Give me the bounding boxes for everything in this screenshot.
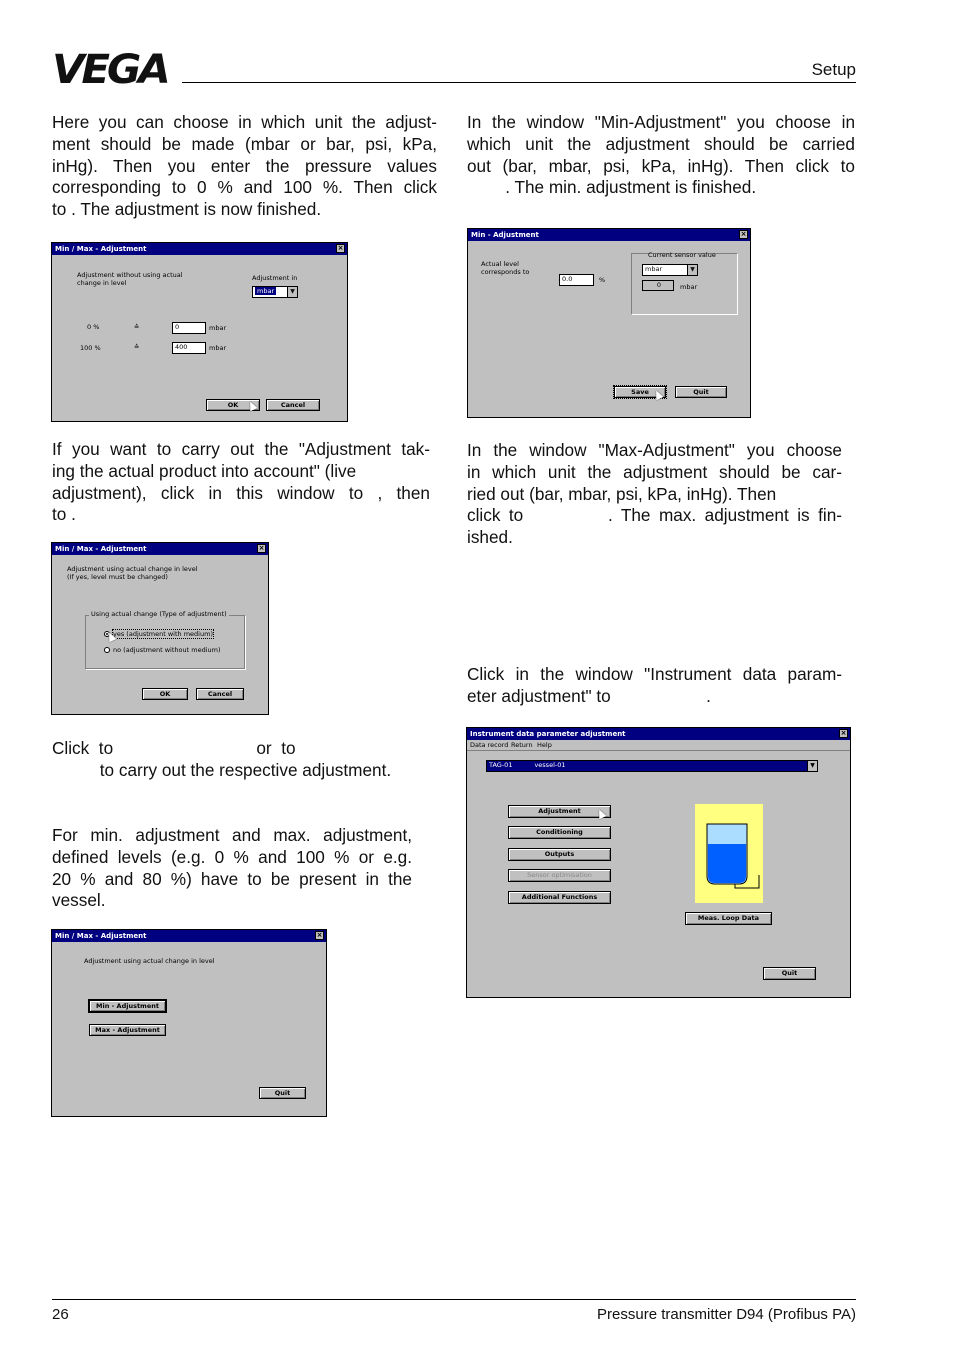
text-line: In the window "Min-Adjustment" you choose in — [467, 112, 855, 132]
dialog-titlebar — [52, 543, 268, 555]
text-line: to . The adjustment is now finished. — [52, 199, 322, 220]
dialog-titlebar — [52, 930, 326, 942]
radio-no-label[interactable]: no (adjustment without medium) — [113, 646, 221, 654]
close-icon[interactable]: × — [840, 729, 847, 737]
text-line: . The min. adjustment is finished. — [467, 177, 757, 198]
tag-value: TAG-01 — [489, 761, 513, 769]
text-line: which unit the adjustment should be carried — [467, 133, 855, 154]
min-adjustment-dialog — [467, 228, 751, 418]
text-line: ried out (bar, mbar, psi, kPa, inHg). Then — [467, 483, 777, 504]
hundred-percent-input[interactable]: 400 — [172, 342, 206, 354]
cancel-button[interactable]: Cancel — [266, 399, 320, 411]
text-line: Here you can choose in which unit the adjust- — [52, 112, 437, 132]
description-line-1: Adjustment without using actual — [77, 271, 183, 279]
dialog-title: Min / Max - Adjustment — [55, 932, 147, 940]
unit-label: Adjustment in — [252, 274, 298, 282]
minmax-select-dialog — [51, 929, 327, 1117]
radio-yes-label[interactable]: yes (adjustment with medium) — [113, 630, 213, 638]
zero-percent-label: 0 % — [87, 323, 100, 331]
menu-item-help[interactable]: Help — [537, 741, 552, 749]
section-title: Setup — [811, 60, 856, 79]
save-button[interactable]: Save — [614, 386, 666, 398]
zero-percent-input[interactable]: 0 — [172, 322, 206, 334]
minmax-adjustment-dialog — [51, 242, 348, 422]
text-line: For min. adjustment and max. adjustment, — [52, 825, 412, 845]
dialog-titlebar — [467, 728, 850, 740]
text-line: to . — [52, 504, 76, 525]
ok-button[interactable]: OK — [206, 399, 260, 411]
text-line: Click to or to — [52, 738, 296, 758]
menu-divider — [467, 750, 850, 751]
quit-button[interactable]: Quit — [763, 967, 816, 980]
footer-rule — [52, 1299, 856, 1300]
description-line-2: corresponds to — [481, 268, 530, 276]
left-paragraph-2 — [52, 439, 430, 526]
page-number: 26 — [52, 1306, 69, 1323]
right-paragraph-1 — [467, 112, 855, 199]
additional-functions-button[interactable]: Additional Functions — [508, 891, 611, 904]
dialog-title: Min / Max - Adjustment — [55, 545, 147, 553]
unit-select[interactable] — [642, 264, 698, 276]
text-line: click to . The max. adjustment is fin- — [467, 505, 842, 526]
close-icon[interactable]: × — [740, 230, 747, 238]
meas-loop-data-button[interactable]: Meas. Loop Data — [685, 912, 772, 925]
chevron-down-icon: ▼ — [687, 265, 697, 275]
text-line: In the window "Max-Adjustment" you choose — [467, 440, 842, 460]
text-line: inHg). Then you enter the pressure values — [52, 155, 437, 176]
right-paragraph-3 — [467, 664, 842, 708]
text-line: eter adjustment" to . — [467, 685, 711, 706]
adjustment-button[interactable]: Adjustment — [508, 805, 611, 818]
text-line: 20 % and 80 %) have to be present in the — [52, 868, 412, 889]
dialog-title: Min - Adjustment — [471, 231, 539, 239]
text-line: out (bar, mbar, psi, kPa, inHg). Then click to — [467, 155, 855, 176]
text-line: in which unit the adjustment should be car- — [467, 461, 842, 482]
text-line: If you want to carry out the "Adjustment tak- — [52, 439, 430, 459]
ok-button[interactable]: OK — [142, 688, 188, 700]
close-icon[interactable]: × — [316, 931, 323, 939]
vessel-value: vessel-01 — [534, 761, 566, 769]
close-icon[interactable]: × — [337, 244, 344, 252]
dialog-titlebar — [52, 243, 347, 255]
description-line-1: Adjustment using actual change in level — [67, 565, 198, 573]
description-line-2: change in level — [77, 279, 127, 287]
unit-select-value: mbar — [645, 265, 663, 273]
min-adjustment-button[interactable]: Min - Adjustment — [89, 1000, 166, 1012]
zero-percent-unit: mbar — [209, 324, 227, 332]
level-percent-input[interactable]: 0.0 — [559, 274, 594, 286]
header-rule — [182, 82, 856, 83]
instrument-select[interactable] — [486, 760, 818, 772]
chevron-down-icon: ▼ — [287, 287, 297, 297]
menu-item-data-record[interactable]: Data record — [470, 741, 509, 749]
text-line: vessel. — [52, 890, 106, 911]
text-line: ished. — [467, 527, 513, 548]
close-icon[interactable]: × — [258, 544, 265, 552]
max-adjustment-button[interactable]: Max - Adjustment — [89, 1024, 166, 1036]
hundred-percent-label: 100 % — [80, 344, 101, 352]
text-line: ment should be made (mbar or bar, psi, kPa, — [52, 133, 437, 154]
live-adjustment-dialog — [51, 542, 269, 715]
conditioning-button[interactable]: Conditioning — [508, 826, 611, 839]
unit-select-value: mbar — [257, 287, 275, 295]
description-line-2: (If yes, level must be changed) — [67, 573, 168, 581]
document-title: Pressure transmitter D94 (Profibus PA) — [597, 1306, 856, 1323]
cancel-button[interactable]: Cancel — [196, 688, 244, 700]
left-paragraph-3 — [52, 738, 432, 782]
text-line: to carry out the respective adjustment. — [52, 759, 392, 780]
hundred-percent-unit: mbar — [209, 344, 227, 352]
left-paragraph-1 — [52, 112, 437, 221]
text-line: Click in the window "Instrument data param- — [467, 664, 842, 684]
text-line: defined levels (e.g. 0 % and 100 % or e.g. — [52, 846, 412, 867]
sensor-label: Current sensor value — [648, 251, 716, 259]
group-label: Using actual change (Type of adjustment) — [91, 610, 227, 618]
dialog-title: Min / Max - Adjustment — [55, 245, 147, 253]
text-line: corresponding to 0 % and 100 %. Then click — [52, 177, 437, 198]
text-line: ing the actual product into account" (live — [52, 460, 357, 481]
left-paragraph-4 — [52, 825, 412, 912]
sensor-unit: mbar — [680, 283, 698, 291]
vessel-icon — [695, 804, 765, 904]
sensor-optimisation-button[interactable]: Sensor optimisation — [508, 869, 611, 882]
equivalent-icon: ≙ — [134, 323, 140, 331]
outputs-button[interactable]: Outputs — [508, 848, 611, 861]
description-line-1: Actual level — [481, 260, 519, 268]
sensor-value-field: 0 — [642, 280, 674, 291]
text-line: adjustment), click in this window to , then — [52, 482, 430, 503]
unit-select[interactable] — [252, 286, 298, 298]
equivalent-icon: ≙ — [134, 343, 140, 351]
quit-button[interactable]: Quit — [675, 386, 727, 398]
right-paragraph-2 — [467, 440, 842, 549]
dialog-titlebar — [468, 229, 750, 241]
menu-item-return[interactable]: Return — [511, 741, 533, 749]
chevron-down-icon: ▼ — [807, 761, 817, 771]
dialog-title: Instrument data parameter adjustment — [470, 730, 626, 738]
instrument-data-dialog — [466, 727, 851, 998]
radio-no[interactable] — [104, 647, 110, 653]
percent-unit: % — [599, 276, 606, 284]
quit-button[interactable]: Quit — [259, 1087, 306, 1099]
description: Adjustment using actual change in level — [84, 957, 215, 965]
vega-logo: VEGA — [52, 47, 168, 93]
